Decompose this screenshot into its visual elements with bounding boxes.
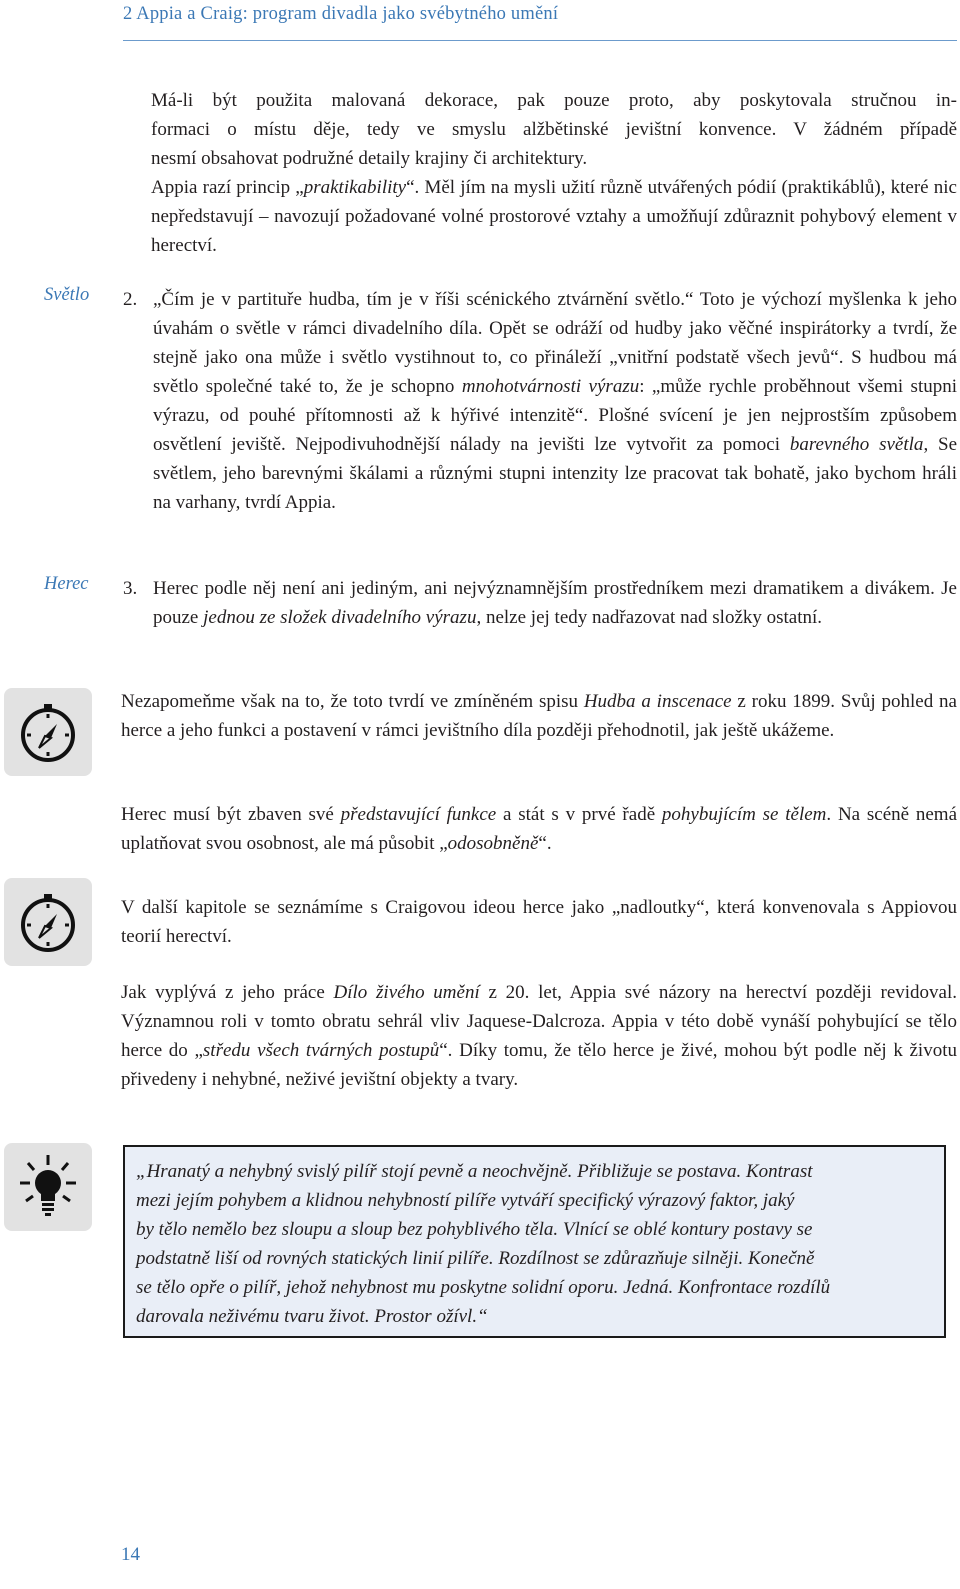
emphasis: pohybujícím se tělem — [661, 804, 827, 825]
list-item-3: 3. Herec podle něj není ani jediným, ani nejvýznamnějším prostředníkem mezi dramatikem a divákem. Je pouze jednou ze složek divadelního výrazu, nelze jej tedy nadřazovat nad složky ostatní. — [123, 574, 957, 632]
quote-line: podstatně liší od rovných statických linií pilíře. Rozdílnost se zdůrazňuje silněji. Konečně — [136, 1248, 815, 1269]
compass-icon-box — [4, 688, 92, 776]
running-header: 2 Appia a Craig: program divadla jako svébytného umění — [123, 4, 559, 24]
emphasis: praktikability — [303, 177, 407, 198]
compass-icon-box — [4, 878, 92, 966]
intro-paragraph-1 — [151, 86, 957, 173]
emphasis: Dílo živého umění — [333, 982, 480, 1003]
margin-label-actor: Herec — [44, 574, 89, 594]
list-item-2: 2. „Čím je v partituře hudba, tím je v říši scénického ztvárnění světlo.“ Toto je výchozí myšlenka k jeho úvahám o světle v rámci divadelního díla. Opět se odráží od hudby jako věčné inspirátorky a tvrdí, že stejně jako ona může i světlo vystihnout to, co přináleží „vnitřní podstatě všech jevů“. S hudbou má světlo společné také to, že je schopno mnohotvárnosti výrazu: „může rychle proběhnout všemi stupni výrazu, od pouhé přítomnosti až k hýřivé intenzitě“. Plošné svícení je jen nejprostším způsobem osvětlení jeviště. Nejpodivuhodnější nálady na jevišti lze vytvořit za pomoci barevného světla, Se světlem, jeho barevnými škálami a různými stupni intenzity lze pracovat tak bohatě, jako bychom hráli na varhany, tvrdí Appia. — [123, 285, 957, 517]
list-number: 2. — [123, 289, 138, 310]
quote-line: se tělo opře o pilíř, jehož nehybnost mu poskytne solidní oporu. Jedná. Konfrontace rozdílů — [136, 1277, 831, 1298]
quote-line: mezi jejím pohybem a klidnou nehybností pilíře vytváří specifický výrazový faktor, jaký — [136, 1190, 795, 1211]
emphasis: jednou ze složek divadelního výrazu — [203, 607, 477, 628]
paragraph-d: Jak vyplývá z jeho práce Dílo živého umění z 20. let, Appia své názory na herectví později revidoval. Významnou roli v tomto obratu sehrál vliv Jaquese-Dalcroza. Appia v této době vynáší pohybující se tělo herce do „středu všech tvárných postupů“. Díky tomu, že tělo herce je živé, mohou být podle něj k životu přivedeny i nehybné, neživé jevištní objekty a tvary. — [121, 982, 958, 1090]
emphasis: mnohotvárnosti výrazu — [461, 376, 640, 397]
quote-line: darovala neživému tvaru život. Prostor ožívl.“ — [136, 1306, 488, 1327]
quote-box — [123, 1145, 946, 1338]
quote-line: by tělo nemělo bez sloupu a sloup bez pohyblivého těla. Vlnící se oblé kontury postavy se — [136, 1219, 813, 1240]
emphasis: středu všech tvárných postupů — [202, 1040, 440, 1061]
emphasis: představující funkce — [340, 804, 497, 825]
intro-paragraph-2: Appia razí princip „praktikability“. Měl jím na mysli užití různě utvářených pódií (praktikáblů), které nic nepředstavují – navozují požadované volné prostorové vztahy a umožňují zdůraznit pohybový element v herectví. — [151, 177, 957, 256]
emphasis: odosobněně — [447, 833, 539, 854]
lightbulb-icon — [4, 1143, 92, 1231]
paragraph-a: Nezapomeňme však na to, že toto tvrdí ve zmíněném spisu Hudba a inscenace z roku 1899. Svůj pohled na herce a jeho funkci a postavení v rámci jevištního díla později přehodnotil, jak ještě ukážeme. — [121, 691, 957, 741]
intro-line: Má-li být použita malovaná dekorace, pak pouze proto, aby poskytovala stručnou in- — [151, 90, 957, 111]
quote-line: „Hranatý a nehybný svislý pilíř stojí pevně a neochvějně. Přibližuje se postava. Kontrast — [136, 1161, 813, 1182]
intro-line: formaci o místu děje, tedy ve smyslu alžbětinské jevištní konvence. V žádném případě — [151, 119, 957, 140]
emphasis: barevného světla — [789, 434, 924, 455]
page-number: 14 — [121, 1544, 140, 1565]
list-number: 3. — [123, 578, 138, 599]
quote-text — [136, 1157, 933, 1331]
lightbulb-icon-box — [4, 1143, 92, 1231]
margin-label-light: Světlo — [44, 285, 90, 305]
compass-icon — [4, 878, 92, 966]
intro-line: nesmí obsahovat podružné detaily krajiny či architektury. — [151, 148, 588, 169]
header-divider — [123, 40, 957, 41]
paragraph-c: V další kapitole se seznámíme s Craigovou ideou herce jako „nadloutky“, která konvenovala s Appiovou teorií herectví. — [121, 897, 957, 947]
emphasis: Hudba a inscenace — [583, 691, 732, 712]
paragraph-b: Herec musí být zbaven své představující funkce a stát s v prvé řadě pohybujícím se tělem. Na scéně nemá uplatňovat svou osobnost, ale má působit „odosobněně“. — [121, 804, 958, 854]
compass-icon — [4, 688, 92, 776]
